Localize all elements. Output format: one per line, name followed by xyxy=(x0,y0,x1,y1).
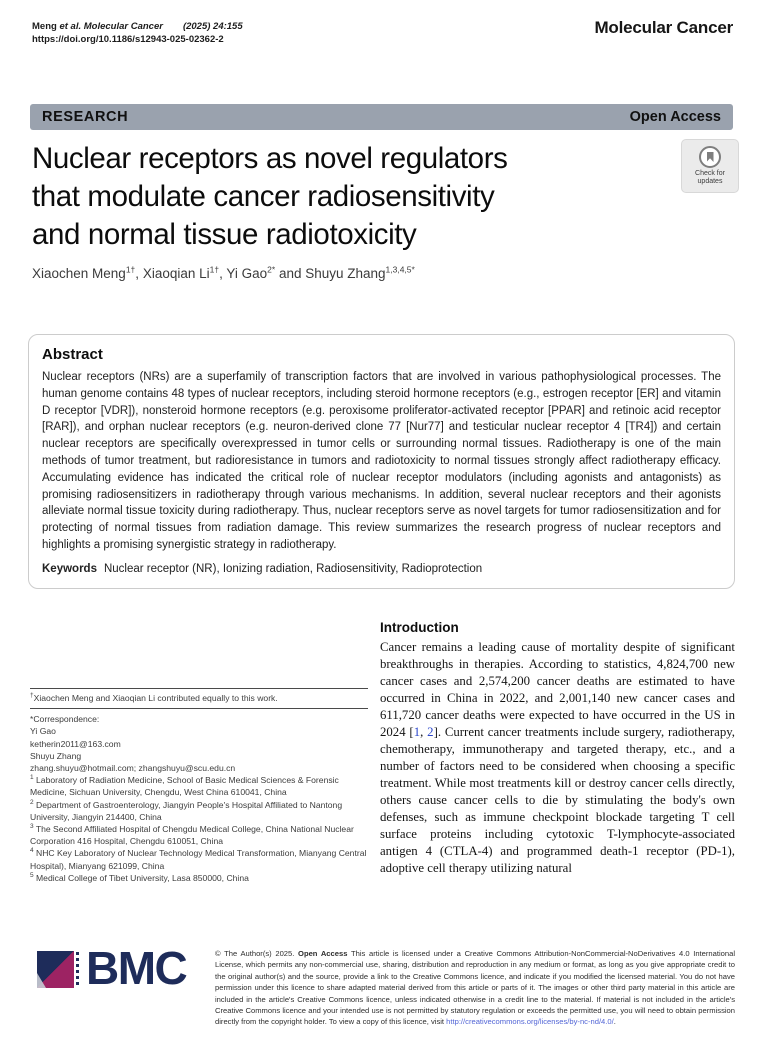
affiliation-item: $^3$ The Second Affiliated Hospital of Chengdu Medical College, China National Nuclear Corporation 416 Hospital, Chengdu 610051, China xyxy=(30,823,354,847)
journal-name: Molecular Cancer xyxy=(594,18,733,37)
correspondence-line: Shuyu Zhang xyxy=(30,750,82,761)
introduction-paragraph: Cancer remains a leading cause of mortality despite of significant breakthroughs in therapies. According to statistics, 4,824,700 new cancer cases and 2,574,200 cancer deaths are estimated to have occurred in China in 2022, and 2,001,140 new cancer cases and 611,720 cancer deaths were expected to have occurred in the US in 2024 [1, 2]. Current cancer treatments include surgery, radiotherapy, chemotherapy, immunotherapy and targeted therapy, etc., and a number of factors need to be considered when choosing a specific treatment. While most treatments kill or destroy cancer cells directly, others cause cancer cells to die by stimulating the body's own defenses, such as immune checkpoint blockade targeting T cell surface proteins including cytotoxic T-lymphocyte-associated antigen 4 (CTLA-4) and programmed death-1 receptor (PD-1), adoptive cell therapy utilizing natural xyxy=(380,640,736,875)
footnote-column xyxy=(30,688,368,884)
introduction-heading: Introduction xyxy=(380,620,459,635)
check-for-updates-label: Check for updates xyxy=(695,170,725,185)
keywords-text: Nuclear receptor (NR), Ionizing radiation, Radiosensitivity, Radioprotection xyxy=(103,562,483,575)
correspondence-block xyxy=(30,709,368,774)
citation-journal: et al. Molecular Cancer xyxy=(59,21,163,32)
introduction-column xyxy=(380,620,735,877)
title-line-3: and normal tissue radiotoxicity xyxy=(32,218,417,251)
citation-ref-link[interactable]: 2 xyxy=(427,725,434,739)
bmc-wordmark: BMC xyxy=(86,942,187,994)
research-banner xyxy=(30,104,733,130)
author-line: Xiaochen Meng$^{1\dagger}$, Xiaoqian $Li^{1\dagger}$, Yi Gao$^{2*}$ and Shuyu Zhang$^{1,3,4,5*}$ xyxy=(32,264,415,281)
title-line-2: that modulate cancer radiosensitivity xyxy=(32,180,495,213)
check-for-updates-button[interactable] xyxy=(681,139,739,193)
affiliation-item: $^2$ Department of Gastroenterology, Jiangyin People's Hospital Affiliated to Nantong University, Jiangyin 214400, China xyxy=(30,798,343,822)
bmc-logo-perforation xyxy=(76,952,79,987)
article-title xyxy=(32,140,652,254)
citation-ref-link[interactable]: 1 xyxy=(413,725,421,739)
correspondence-line: zhang.shuyu@hotmail.com; zhangshuyu@scu.edu.cn xyxy=(30,763,236,774)
abstract-box xyxy=(28,334,735,589)
affiliations-block xyxy=(30,774,368,884)
open-access-label: Open Access xyxy=(629,109,721,125)
license-url-link[interactable]: http://creativecommons.org/licenses/by-nc-nd/4.0/ xyxy=(446,1017,614,1027)
keywords-line xyxy=(42,563,721,575)
citation-authors: Meng xyxy=(32,21,60,32)
crossmark-icon xyxy=(699,146,721,168)
affiliation-item: $^4$ NHC Key Laboratory of Nuclear Technology Medical Transformation, Mianyang Central Hospital), Mianyang 621099, China xyxy=(30,847,367,871)
keywords-label: Keywords xyxy=(42,562,97,575)
doi-line: https://doi.org/10.1186/s12943-025-02362-2 xyxy=(32,34,224,45)
license-text: © The Author(s) 2025. Open Access This article is licensed under a Creative Commons Attribution-NonCommercial-NoDerivatives 4.0 International License, which permits any non-commercial use, sharing, distribution and reproduction in any medium or format, as long as you give appropriate credit to the original author(s) and the source, provide a link to the Creative Commons licence, and indicate if you modified the licensed material. You do not have permission under this licence to share adapted material derived from this article or parts of it. The images or other third party material in this article are included in the article's Creative Commons licence, unless indicated otherwise in a credit line to the material. If material is not included in the article's Creative Commons licence and your intended use is not permitted by statutory regulation or exceeds the permitted use, you will need to obtain permission directly from the copyright holder. To view a copy of this licence, visit http://creativecommons.org/licenses/by-nc-nd/4.0/. xyxy=(215,949,736,1027)
citation-ref: (2025) 24:155 xyxy=(182,21,243,32)
affiliation-item: $^1$ Laboratory of Radiation Medicine, School of Basic Medical Sciences & Forensic Medicine, Sichuan University, Chengdu, West China 610041, China xyxy=(30,774,339,798)
correspondence-line: *Correspondence: xyxy=(30,714,100,725)
citation-block xyxy=(32,20,243,46)
abstract-body: Nuclear receptors (NRs) are a superfamily of transcription factors that are involved in various pathophysiological processes. The human genome contains 48 types of nuclear receptors, including steroid hormone receptors (e.g., estrogen receptor [ER] and vitamin D receptor [VDR]), nonsteroid hormone receptors (e.g. peroxisome proliferator-activated receptor [PPAR] and retinoic acid receptor [RAR]), and orphan nuclear receptors (e.g. neuron-derived clone 77 [Nur77] and testicular nuclear receptor 4 [TR4]) and certain nuclear receptors are specifically overexpressed in tumor cells or surrounding normal tissues. Radiotherapy is one of the main methods of tumor treatment, but radioresistance in tumors and radiotoxicity to normal tissues strongly affect radiotherapy efficacy. Accumulating evidence has indicated the critical role of nuclear receptor modulators (including agonists and antagonists) as promising radiosensitizers in radiotherapy through various mechanisms. In addition, several nuclear receptors and their agonists alleviate normal tissue toxicity during radiotherapy. Thus, nuclear receptors serve as novel targets for tumor radiosensitization and for protecting of normal tissues from radiation damage. This review summarizes the research progress of nuclear receptors and highlights a promising synergistic strategy in radiotherapy. xyxy=(42,371,721,551)
bookmark-icon xyxy=(707,152,714,162)
affiliation-item: $^5$ Medical College of Tibet University, Lasa 850000, China xyxy=(30,871,249,883)
citation-line xyxy=(32,20,243,33)
article-type-label: RESEARCH xyxy=(42,109,129,125)
correspondence-line: Yi Gao xyxy=(30,726,56,737)
title-line-1: Nuclear receptors as novel regulators xyxy=(32,142,508,175)
abstract-heading: Abstract xyxy=(42,346,103,363)
correspondence-line: ketherin2011@163.com xyxy=(30,738,121,749)
equal-contribution-note: †Xiaochen Meng and Xiaoqian Li contributed equally to this work. xyxy=(30,692,278,703)
